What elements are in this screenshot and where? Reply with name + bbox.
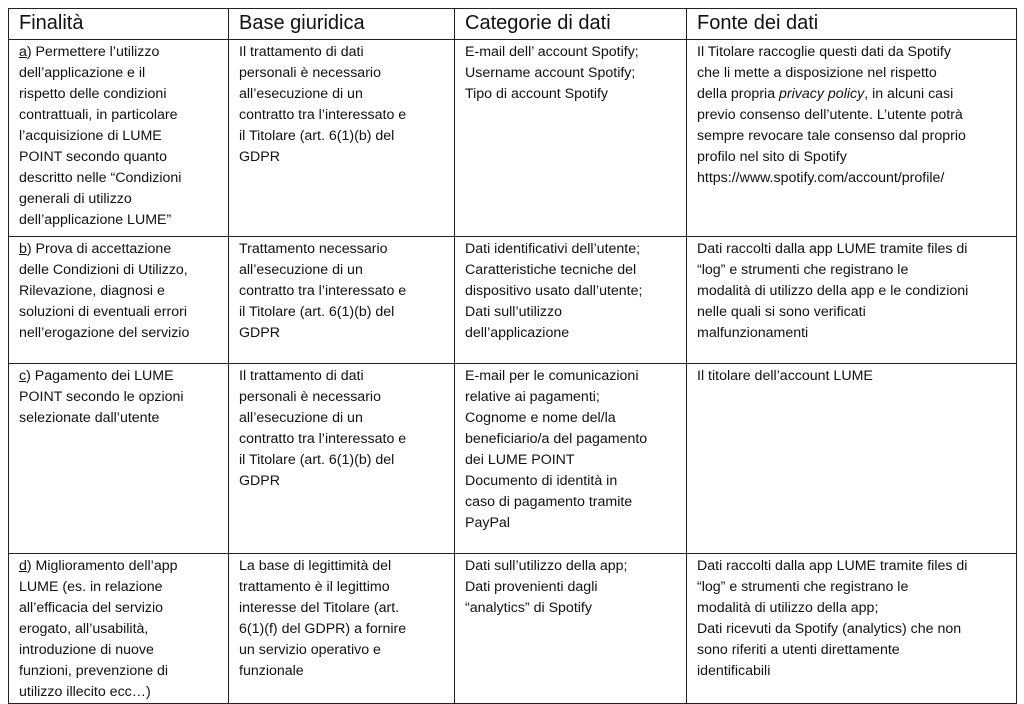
- cell-finalita: d) Miglioramento dell’app LUME (es. in relazione all’efficacia del servizio erogato, all’usabilità, introduzione di nuove funzioni, prevenzione di utilizzo illecito ecc…): [9, 554, 229, 704]
- header-row: [9, 9, 1017, 40]
- finalita-first-line: d) Miglioramento dell’app: [19, 558, 178, 574]
- cell-finalita: b) Prova di accettazione delle Condizioni di Utilizzo, Rilevazione, diagnosi e soluzioni di eventuali errori nell’erogazione del servizio: [9, 237, 229, 364]
- spotify-profile-url: https://www.spotify.com/account/profile/: [697, 170, 945, 186]
- cell-base-giuridica: Trattamento necessario all’esecuzione di un contratto tra l’interessato e il Titolare (art. 6(1)(b) del GDPR: [229, 237, 455, 364]
- table-row: [9, 40, 1017, 237]
- fonte-line-privacy: della propria privacy policy, in alcuni casi: [697, 86, 954, 102]
- row-letter: a: [19, 44, 27, 60]
- finalita-first-line: a) Permettere l’utilizzo: [19, 44, 160, 60]
- cell-categorie: E-mail dell’ account Spotify; Username account Spotify; Tipo di account Spotify: [455, 40, 687, 237]
- privacy-policy-text: privacy policy: [779, 86, 865, 102]
- table-row: [9, 237, 1017, 364]
- cell-fonte: Il Titolare raccoglie questi dati da Spotify che li mette a disposizione nel rispetto della propria privacy policy, in alcuni casi previo consenso dell’utente. L’utente potrà sempre revocare tale consenso dal proprio profilo nel sito di Spotify https://www.spotify.com/account/profile/: [687, 40, 1017, 237]
- table-row: [9, 364, 1017, 554]
- cell-categorie: Dati identificativi dell’utente; Caratteristiche tecniche del dispositivo usato dall’utente; Dati sull’utilizzo dell’applicazione: [455, 237, 687, 364]
- header-categorie-di-dati: Categorie di dati: [455, 9, 687, 40]
- row-letter: c: [19, 368, 27, 384]
- header-finalita: Finalità: [9, 9, 229, 40]
- cell-base-giuridica: Il trattamento di dati personali è necessario all’esecuzione di un contratto tra l’interessato e il Titolare (art. 6(1)(b) del GDPR: [229, 364, 455, 554]
- cell-fonte: Dati raccolti dalla app LUME tramite files di “log” e strumenti che registrano le modalità di utilizzo della app; Dati ricevuti da Spotify (analytics) che non sono riferiti a utenti direttamente identificabili: [687, 554, 1017, 704]
- row-letter: b: [19, 241, 27, 257]
- cell-finalita: c) Pagamento dei LUME POINT secondo le opzioni selezionate dall’utente: [9, 364, 229, 554]
- data-processing-table: [8, 8, 1017, 704]
- header-base-giuridica: Base giuridica: [229, 9, 455, 40]
- cell-categorie: E-mail per le comunicazioni relative ai pagamenti; Cognome e nome del/la beneficiario/a del pagamento dei LUME POINT Documento di identità in caso di pagamento tramite PayPal: [455, 364, 687, 554]
- cell-finalita: a) Permettere l’utilizzo dell’applicazione e il rispetto delle condizioni contrattuali, in particolare l’acquisizione di LUME POINT secondo quanto descritto nelle “Condizioni generali di utilizzo dell’applicazione LUME”: [9, 40, 229, 237]
- cell-categorie: Dati sull’utilizzo della app; Dati provenienti dagli “analytics” di Spotify: [455, 554, 687, 704]
- row-letter: d: [19, 558, 27, 574]
- finalita-first-line: c) Pagamento dei LUME: [19, 368, 174, 384]
- cell-base-giuridica: Il trattamento di dati personali è necessario all’esecuzione di un contratto tra l’interessato e il Titolare (art. 6(1)(b) del GDPR: [229, 40, 455, 237]
- header-fonte-dei-dati: Fonte dei dati: [687, 9, 1017, 40]
- table-row: [9, 554, 1017, 704]
- cell-base-giuridica: La base di legittimità del trattamento è il legittimo interesse del Titolare (art. 6(1)(f) del GDPR) a fornire un servizio operativo e funzionale: [229, 554, 455, 704]
- cell-fonte: Dati raccolti dalla app LUME tramite files di “log” e strumenti che registrano le modalità di utilizzo della app e le condizioni nelle quali si sono verificati malfunzionamenti: [687, 237, 1017, 364]
- cell-fonte: Il titolare dell’account LUME: [687, 364, 1017, 554]
- finalita-first-line: b) Prova di accettazione: [19, 241, 172, 257]
